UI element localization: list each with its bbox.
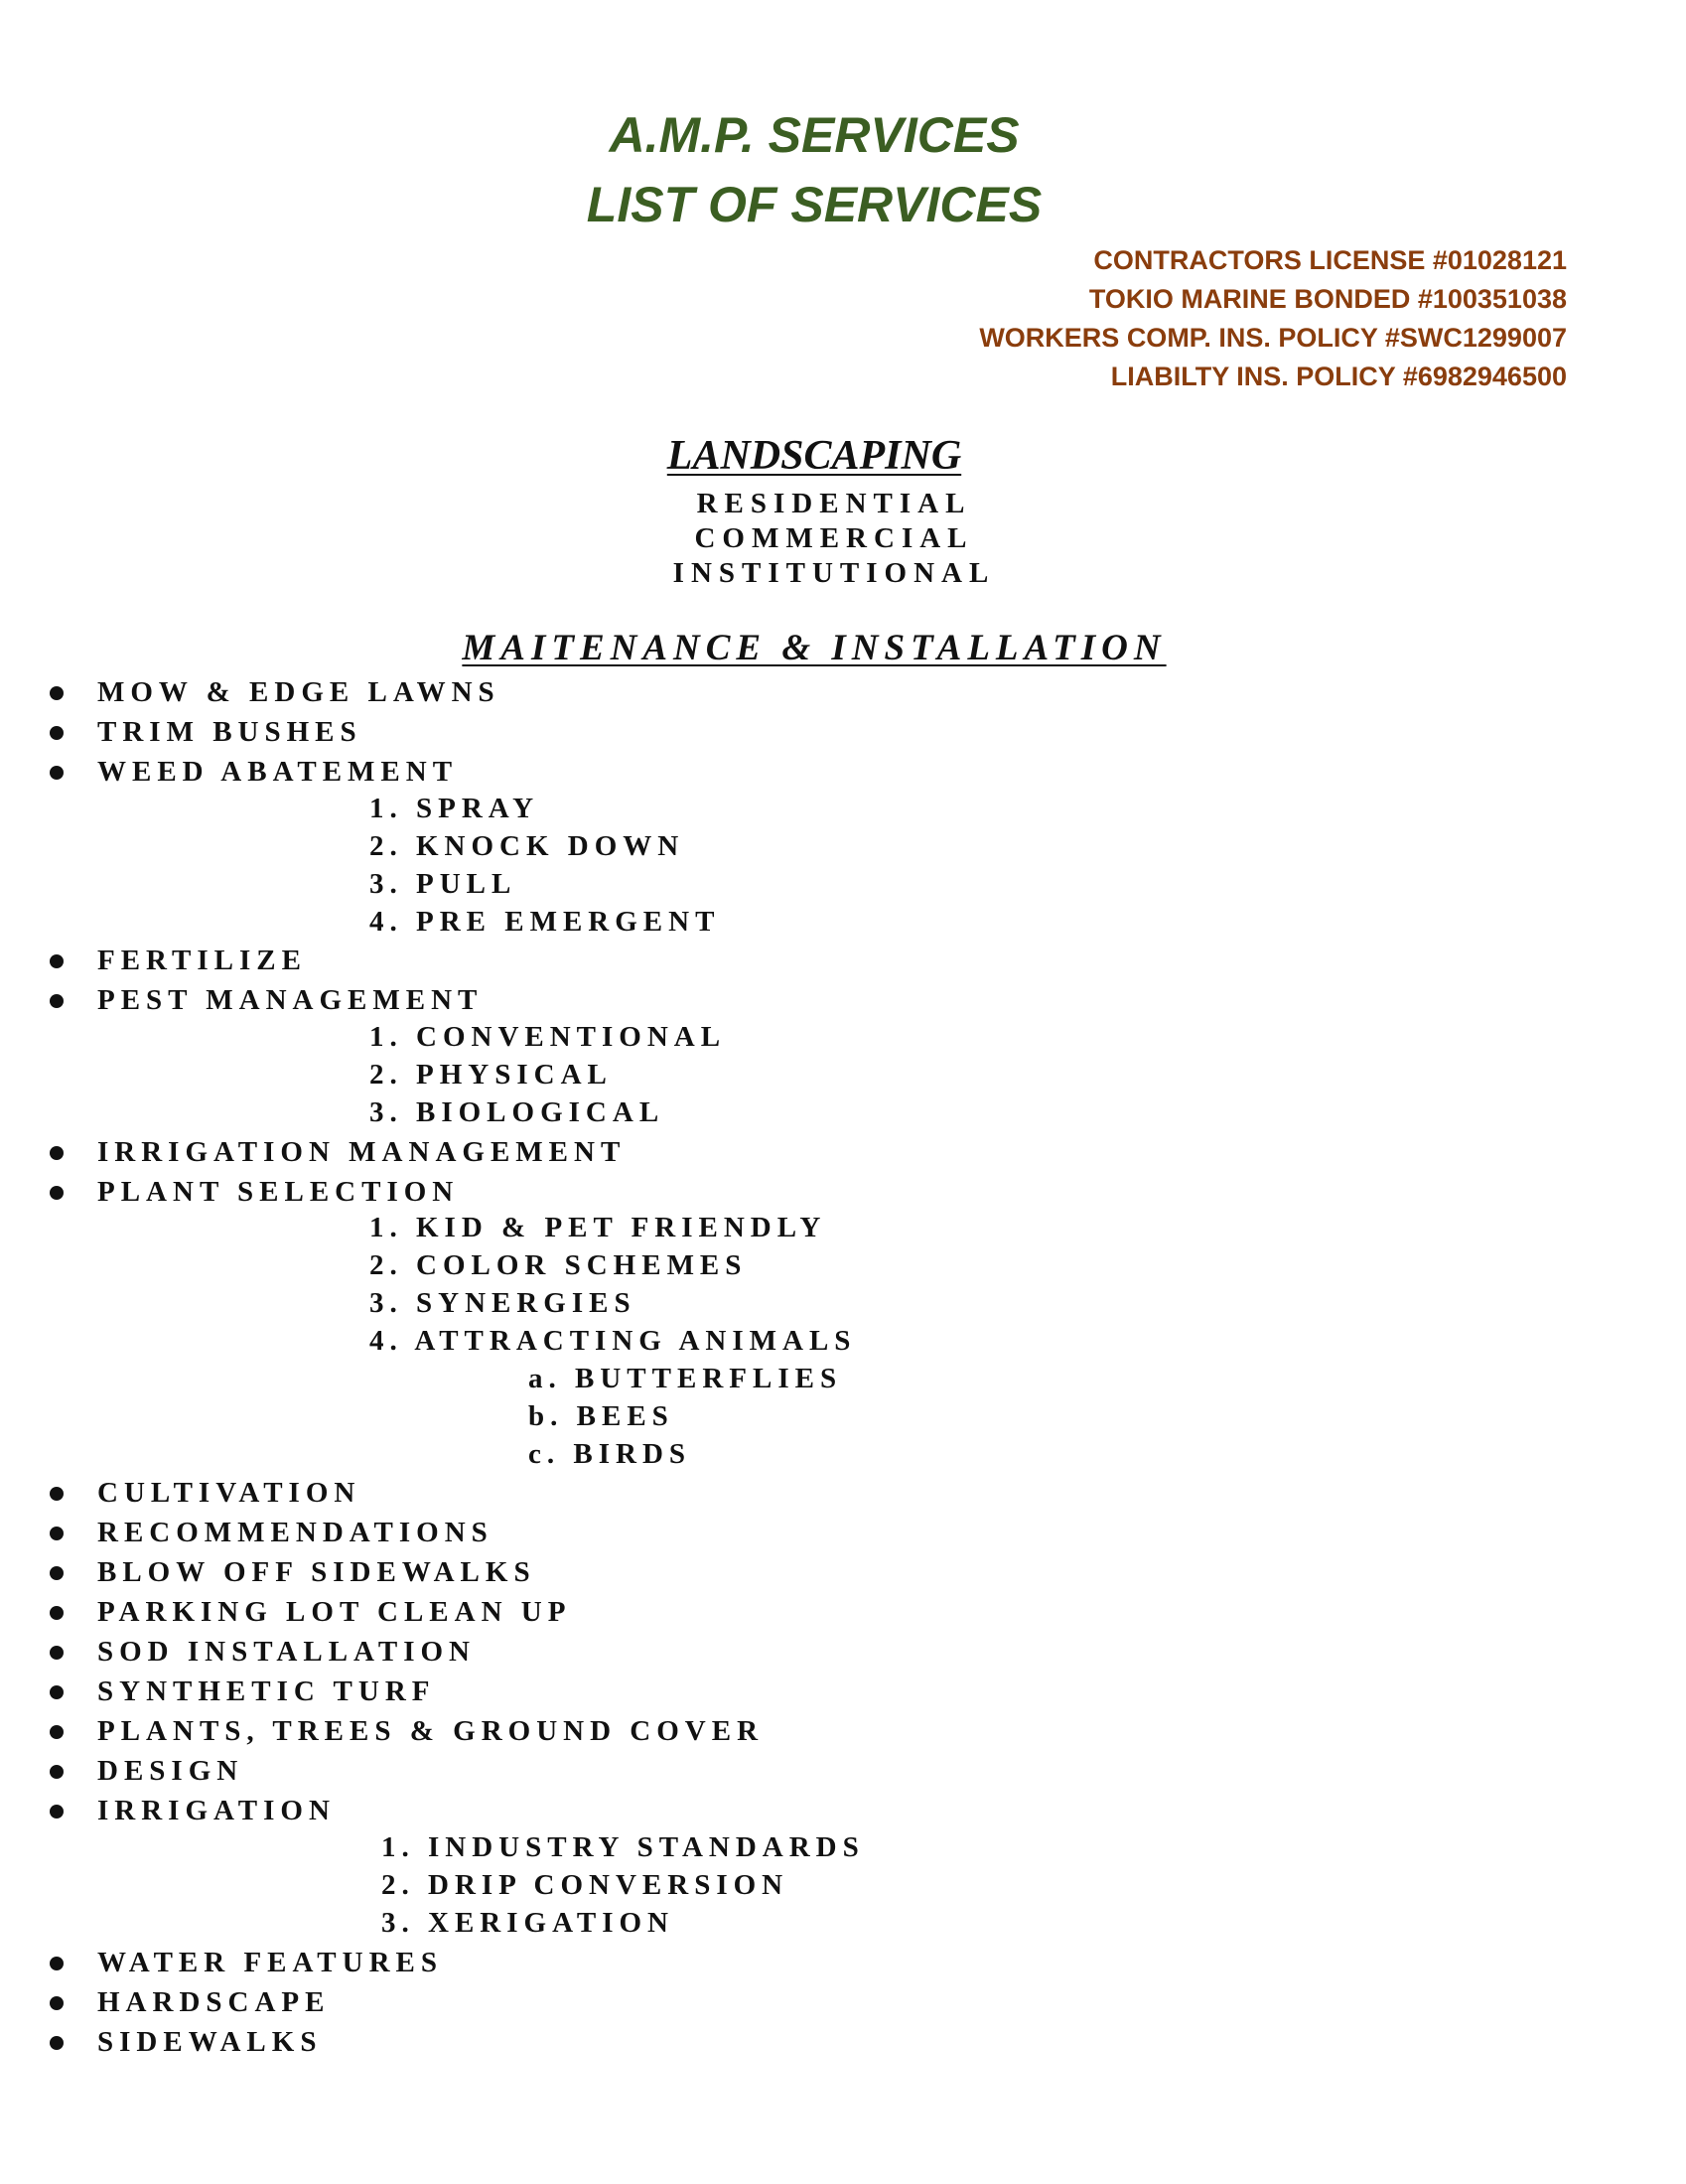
- service-item: SYNTHETIC TURF: [97, 1675, 436, 1707]
- service-subitem: 2. PHYSICAL: [369, 1059, 613, 1091]
- service-item: TRIM BUSHES: [97, 716, 362, 748]
- bullet-icon: [50, 1487, 64, 1501]
- service-item: PEST MANAGEMENT: [97, 984, 484, 1016]
- bullet-icon: [50, 2036, 64, 2050]
- service-item: IRRIGATION: [97, 1795, 336, 1826]
- service-subsubitem: c. BIRDS: [528, 1438, 692, 1470]
- landscaping-heading: LANDSCAPING: [666, 433, 962, 479]
- service-item: PARKING LOT CLEAN UP: [97, 1596, 572, 1628]
- service-item: MOW & EDGE LAWNS: [97, 676, 500, 708]
- bullet-icon: [50, 726, 64, 740]
- service-item: FERTILIZE: [97, 945, 307, 976]
- category-residential: RESIDENTIAL: [696, 488, 972, 519]
- service-subitem: 3. SYNERGIES: [369, 1287, 636, 1319]
- maintenance-heading: MAITENANCE & INSTALLATION: [462, 628, 1167, 668]
- service-item: CULTIVATION: [97, 1477, 361, 1509]
- service-item: PLANTS, TREES & GROUND COVER: [97, 1715, 765, 1747]
- service-item: RECOMMENDATIONS: [97, 1517, 493, 1548]
- service-subitem: 2. DRIP CONVERSION: [381, 1869, 789, 1901]
- license-line: TOKIO MARINE BONDED #100351038: [1088, 284, 1567, 314]
- bullet-icon: [50, 1146, 64, 1160]
- bullet-icon: [50, 954, 64, 968]
- category-institutional: INSTITUTIONAL: [672, 557, 996, 589]
- service-item: IRRIGATION MANAGEMENT: [97, 1136, 627, 1168]
- license-line: CONTRACTORS LICENSE #01028121: [1093, 245, 1567, 275]
- bullet-icon: [50, 1186, 64, 1200]
- service-item: SOD INSTALLATION: [97, 1636, 476, 1668]
- license-line: WORKERS COMP. INS. POLICY #SWC1299007: [979, 323, 1567, 353]
- service-subitem: 1. INDUSTRY STANDARDS: [381, 1831, 865, 1863]
- license-line: LIABILTY INS. POLICY #6982946500: [1110, 362, 1567, 391]
- bullet-icon: [50, 1606, 64, 1620]
- service-subsubitem: b. BEES: [528, 1400, 674, 1432]
- bullet-icon: [50, 1765, 64, 1779]
- bullet-icon: [50, 1725, 64, 1739]
- service-subitem: 3. PULL: [369, 868, 517, 900]
- service-subitem: 4. PRE EMERGENT: [369, 906, 721, 938]
- bullet-icon: [50, 686, 64, 700]
- bullet-icon: [50, 1527, 64, 1540]
- bullet-icon: [50, 994, 64, 1008]
- document-subtitle: LIST OF SERVICES: [586, 177, 1043, 232]
- service-item: BLOW OFF SIDEWALKS: [97, 1556, 536, 1588]
- service-item: HARDSCAPE: [97, 1986, 331, 2018]
- service-subitem: 2. KNOCK DOWN: [369, 830, 685, 862]
- service-item: SIDEWALKS: [97, 2026, 323, 2058]
- company-title: A.M.P. SERVICES: [609, 107, 1020, 163]
- bullet-icon: [50, 1805, 64, 1819]
- service-subitem: 3. BIOLOGICAL: [369, 1096, 665, 1128]
- bullet-icon: [50, 766, 64, 780]
- service-subitem: 2. COLOR SCHEMES: [369, 1249, 748, 1281]
- bullet-icon: [50, 1566, 64, 1580]
- service-subitem: 4. ATTRACTING ANIMALS: [369, 1325, 857, 1357]
- service-item: WEED ABATEMENT: [97, 756, 459, 788]
- service-subitem: 1. CONVENTIONAL: [369, 1021, 727, 1053]
- bullet-icon: [50, 1996, 64, 2010]
- service-subsubitem: a. BUTTERFLIES: [528, 1363, 843, 1394]
- service-item: PLANT SELECTION: [97, 1176, 460, 1208]
- service-item: DESIGN: [97, 1755, 244, 1787]
- service-subitem: 1. KID & PET FRIENDLY: [369, 1212, 827, 1243]
- bullet-icon: [50, 1957, 64, 1970]
- bullet-icon: [50, 1646, 64, 1660]
- service-item: WATER FEATURES: [97, 1947, 444, 1978]
- service-subitem: 3. XERIGATION: [381, 1907, 674, 1939]
- service-subitem: 1. SPRAY: [369, 793, 540, 824]
- category-commercial: COMMERCIAL: [694, 522, 974, 554]
- bullet-icon: [50, 1685, 64, 1699]
